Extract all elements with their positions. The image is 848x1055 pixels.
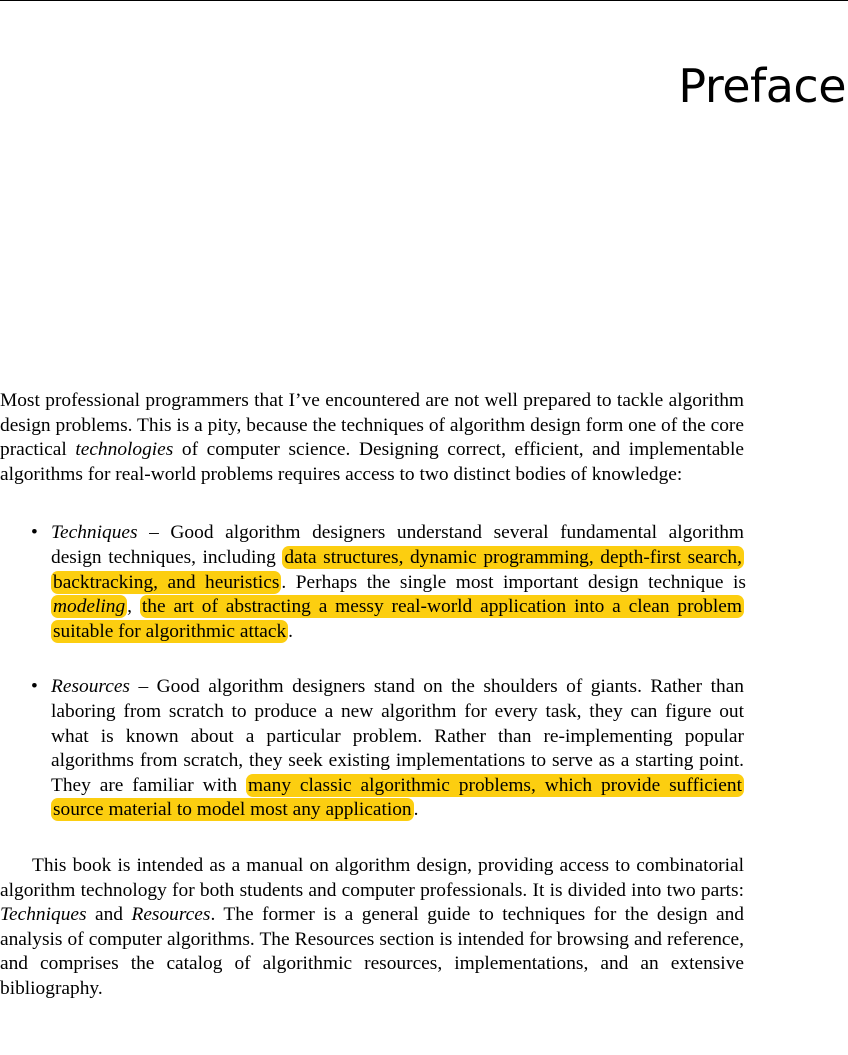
closing-text-3: . The former is a general guide to techniques for the design and analysis of computer algorithms. The Resources section is intended for browsing and reference, and comprises the catalog of algorithmic resources, implementations, and an extensive bibliography.	[0, 904, 744, 999]
bullet-item-resources	[0, 675, 744, 823]
highlight[interactable]	[51, 595, 127, 618]
closing-text-2: and	[86, 904, 132, 926]
bullet-text: . Perhaps the single most important design technique is	[281, 571, 746, 593]
bullet-term: Resources	[51, 676, 130, 698]
intro-paragraph	[0, 389, 744, 487]
bullet-text: ,	[127, 596, 133, 618]
closing-text-1: This book is intended as a manual on algorithm design, providing access to combinatorial algorithm technology for both students and computer professionals. It is divided into two parts:	[0, 854, 744, 901]
chapter-title: Preface	[678, 59, 846, 113]
body-text	[0, 389, 744, 1001]
closing-emphasis-1: Techniques	[0, 904, 87, 926]
highlight[interactable]: data structures, dynamic programming, depth-first search, backtracking, and heuristics	[53, 546, 742, 593]
bullet-emphasis: modeling	[53, 596, 126, 618]
top-rule	[0, 0, 848, 1]
bullet-text: – Good algorithm designers understand several fundamental algorithm design techniques, including	[51, 522, 744, 568]
intro-emphasis: technologies	[75, 439, 174, 461]
intro-text-2: of computer science. Designing correct, efficient, and implementable algorithms for real-world problems requires access to two distinct bodies of knowledge:	[0, 439, 744, 485]
bullet-item-techniques	[0, 521, 744, 644]
bullet-text: .	[288, 620, 294, 642]
bullet-term: Techniques	[51, 522, 138, 544]
bullet-marker: •	[31, 522, 38, 544]
bullet-text: – Good algorithm designers stand on the shoulders of giants. Rather than laboring from scratch to produce a new algorithm for every task, they can figure out what is known about a particular problem. Rather than re-implementing popular algorithms from scratch, they seek existing implementations to serve as a starting point. They are familiar with	[51, 676, 744, 796]
closing-paragraph	[0, 854, 744, 1002]
bullet-marker: •	[31, 676, 38, 698]
intro-text-1: Most professional programmers that I’ve encountered are not well prepared to tackle algorithm design problems. This is a pity, because the techniques of algorithm design form one of the core practical	[0, 390, 744, 461]
bullet-text: .	[413, 799, 419, 821]
closing-emphasis-2: Resources	[131, 904, 211, 926]
highlight[interactable]: the art of abstracting a messy real-world application into a clean problem suitable for algorithmic attack	[53, 596, 742, 642]
bullet-list	[0, 521, 744, 823]
highlight[interactable]: many classic algorithmic problems, which provide sufficient source material to model most any application	[53, 774, 742, 821]
